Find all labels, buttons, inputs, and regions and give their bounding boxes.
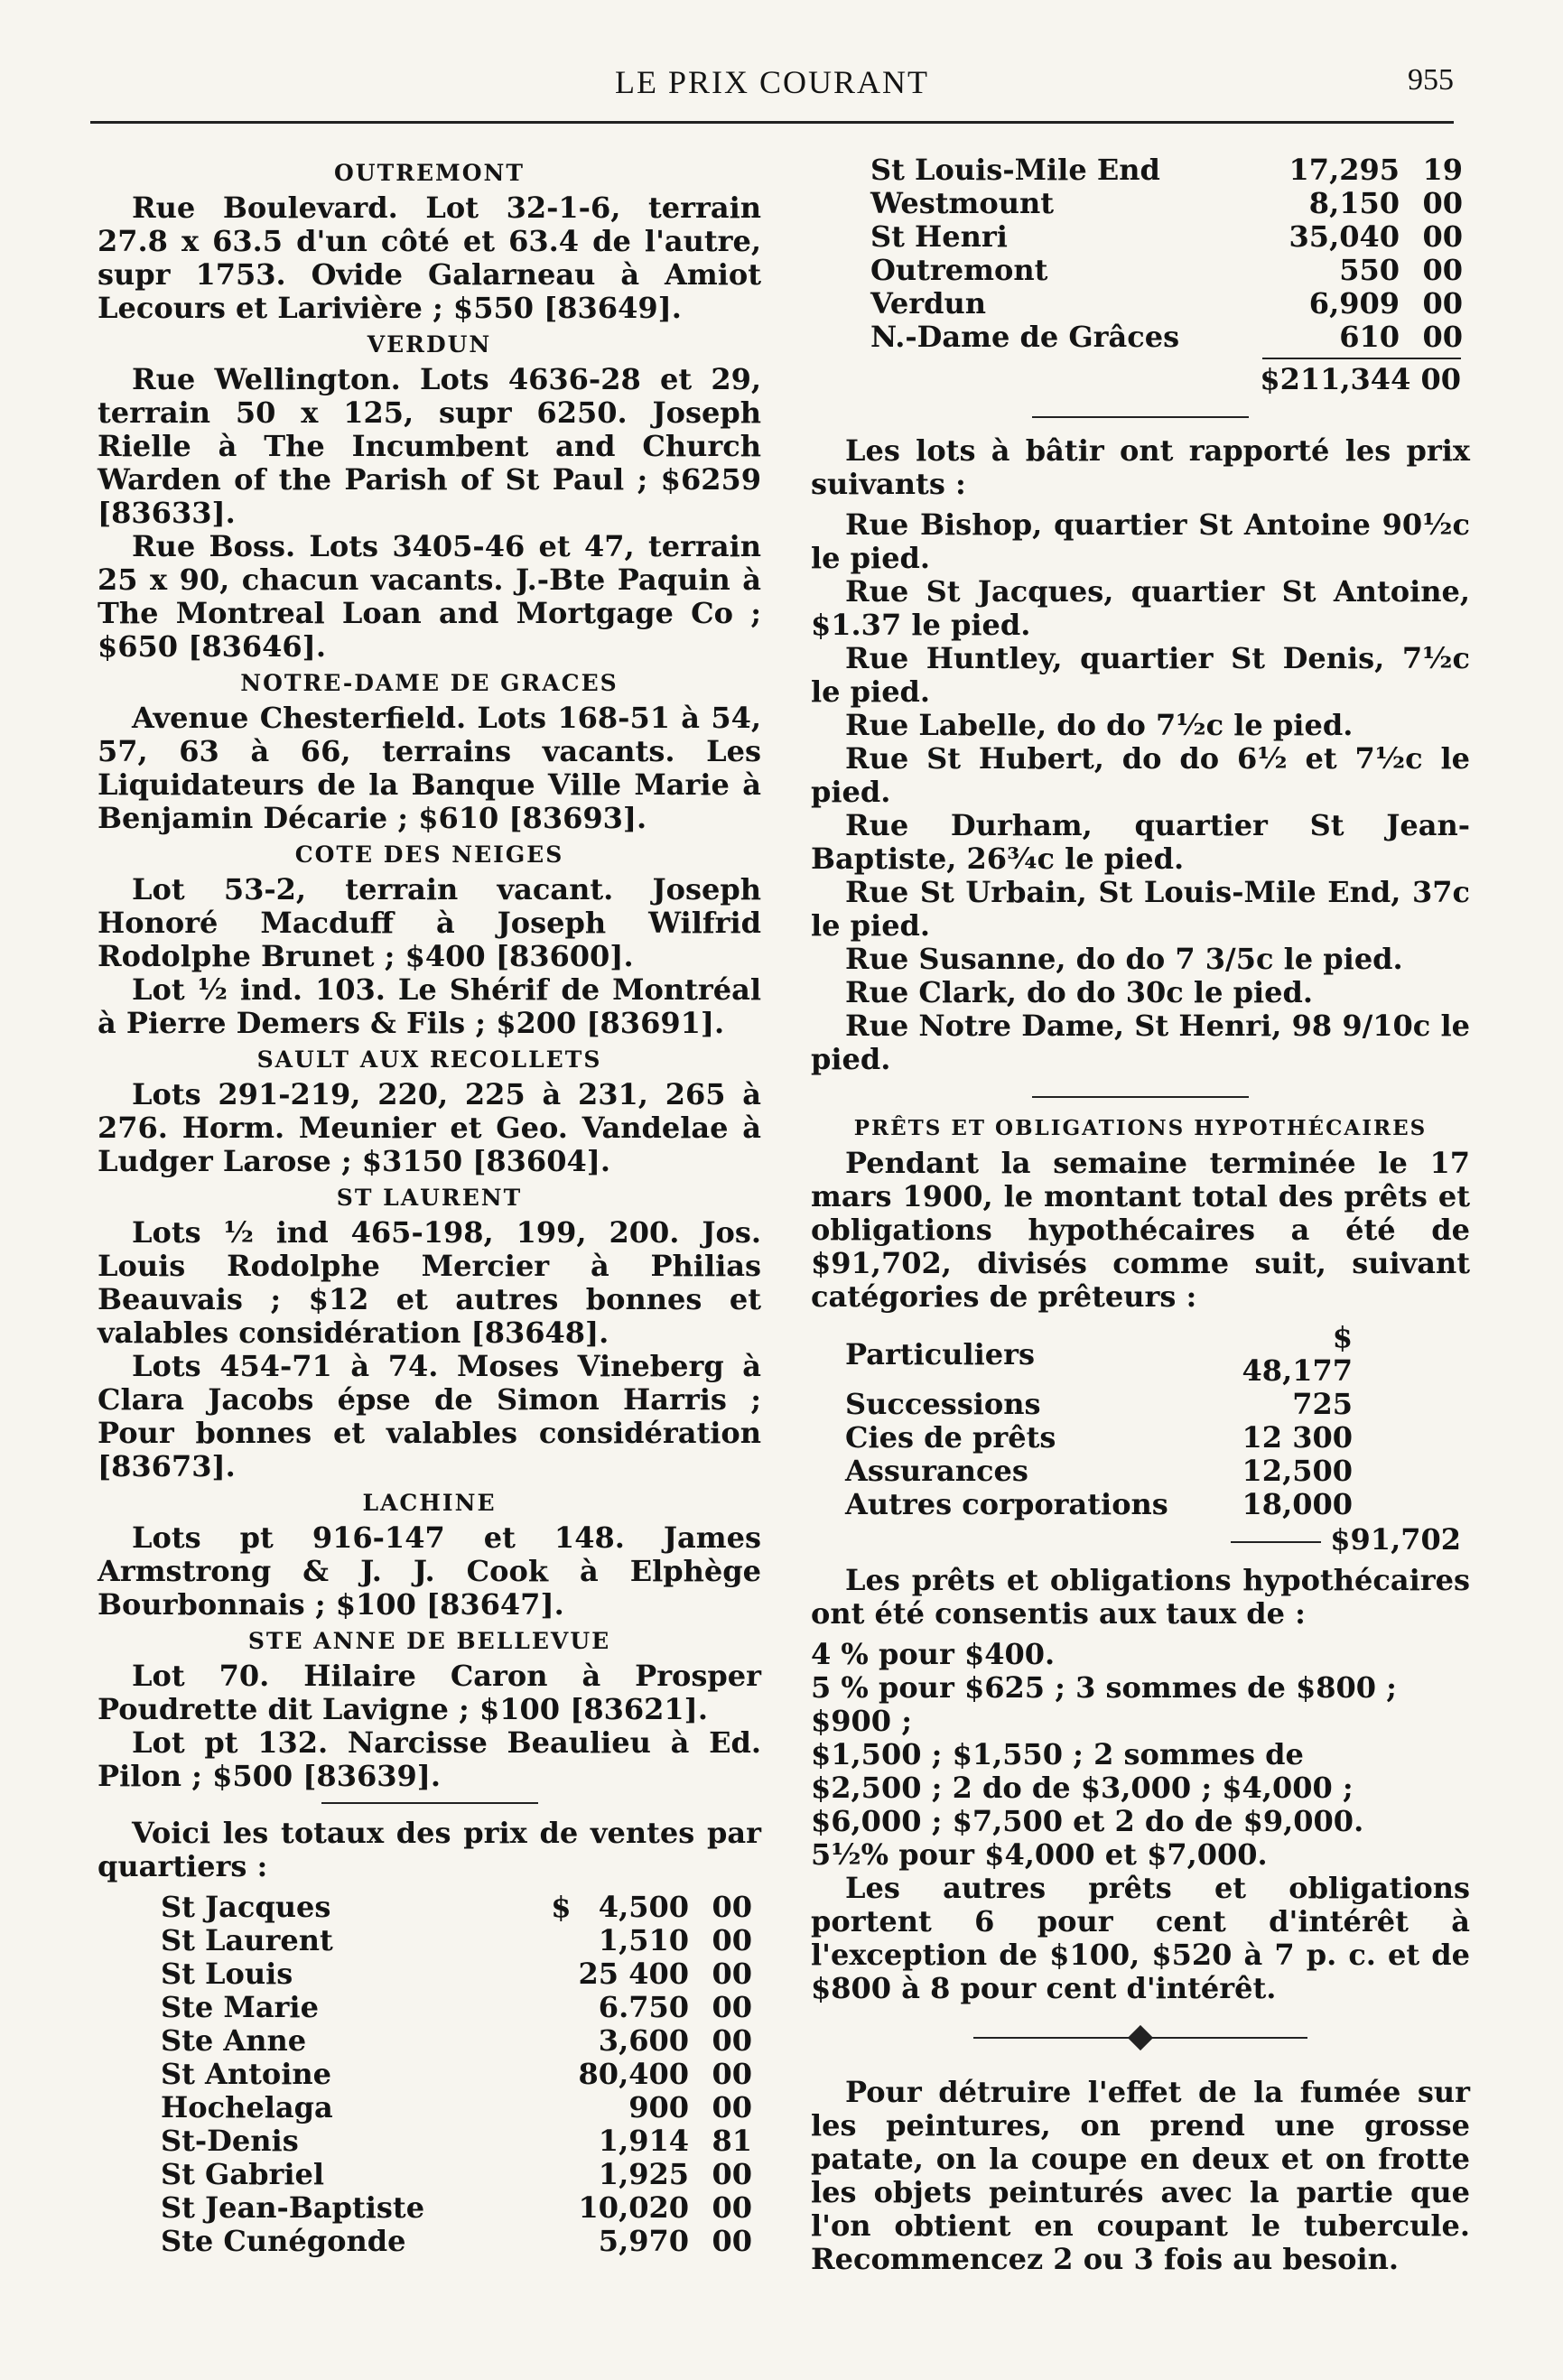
totals-table — [98, 1891, 761, 2258]
header-rule — [90, 121, 1454, 124]
page-header — [90, 63, 1454, 126]
currency-sign: $ — [551, 1890, 572, 1924]
district-name: N.-Dame de Grâces — [870, 320, 1180, 354]
section-title: ST LAURENT — [336, 1185, 523, 1211]
rate-5-5: 5½% pour $4,000 et $7,000. — [811, 1837, 1268, 1872]
district-name: Verdun — [870, 286, 987, 321]
table-row — [98, 2191, 761, 2225]
table-row — [98, 1991, 761, 2024]
table-row — [98, 2124, 761, 2158]
amount: 80,400 — [578, 2057, 689, 2091]
section-title: STE ANNE DE BELLEVUE — [247, 1628, 611, 1654]
spacer — [1353, 1455, 1470, 1488]
lot-price: Rue Labelle, do do 7½c le pied. — [845, 708, 1354, 742]
cents: 00 — [712, 2190, 752, 2225]
district-name: Outremont — [870, 253, 1048, 287]
currency-sign — [544, 2158, 579, 2191]
sum-rule — [1262, 358, 1461, 359]
cents: 00 — [712, 1890, 752, 1924]
sale-entry: Avenue Chesterfield. Lots 168-51 à 54, 57, 63 à 66, terrains vacants. Les Liquidateurs de la Banque Ville Marie à Benjamin Décarie ; $610 [83693]. — [98, 701, 761, 835]
table-row — [98, 2024, 761, 2058]
amount: 3,600 — [598, 2023, 689, 2058]
lot-price: Rue Durham, quartier St Jean-Baptiste, 26¾c le pied. — [811, 808, 1470, 876]
table-row — [811, 220, 1470, 254]
cents: 19 — [1422, 153, 1463, 187]
sale-entry: Rue Boss. Lots 3405-46 et 47, terrain 25 x 90, chacun vacants. J.-Bte Paquin à The Montreal Loan and Mortgage Co ; $650 [83646]. — [98, 529, 761, 664]
divider — [1032, 416, 1249, 418]
grand-total: $211,344 00 — [1260, 362, 1461, 396]
rates-intro: Les prêts et obligations hypothécaires ont été consentis aux taux de : — [811, 1563, 1470, 1631]
section-title: LACHINE — [362, 1490, 497, 1516]
section-title: NOTRE-DAME DE GRACES — [240, 670, 619, 696]
district-name: St Antoine — [161, 2057, 332, 2091]
lot-price: Rue Notre Dame, St Henri, 98 9/10c le pied. — [811, 1009, 1470, 1076]
district-name: St Gabriel — [161, 2157, 324, 2191]
loans-title: PRÊTS ET OBLIGATIONS HYPOTHÉCAIRES — [853, 1116, 1428, 1140]
district-name: St Louis-Mile End — [870, 153, 1160, 187]
lots-intro: Les lots à bâtir ont rapporté les prix suivants : — [811, 433, 1470, 501]
rate-5-line: $1,500 ; $1,550 ; 2 sommes de — [811, 1737, 1304, 1771]
table-row — [98, 2158, 761, 2191]
district-name: Ste Anne — [161, 2023, 307, 2058]
lender-category: Cies de prêts — [845, 1420, 1056, 1455]
lot-price: Rue St Jacques, quartier St Antoine, $1.37 le pied. — [811, 574, 1470, 642]
sale-entry: Lot 53-2, terrain vacant. Joseph Honoré Macduff à Joseph Wilfrid Rodolphe Brunet ; $400 [83600]. — [98, 872, 761, 973]
cents: 00 — [1422, 320, 1463, 354]
spacer — [1353, 1388, 1470, 1421]
ornament-divider — [811, 2027, 1470, 2049]
cents: 81 — [712, 2124, 752, 2158]
section-title: COTE DES NEIGES — [294, 841, 564, 868]
cents: 00 — [712, 2224, 752, 2258]
spacer — [1353, 1488, 1470, 1521]
lot-price: Rue Clark, do do 30c le pied. — [845, 975, 1313, 1009]
district-name: St Jean-Baptiste — [161, 2190, 425, 2225]
sale-entry: Lot pt 132. Narcisse Beaulieu à Ed. Pilon ; $500 [83639]. — [98, 1725, 761, 1793]
district-name: Westmount — [870, 186, 1054, 220]
cents: 00 — [1422, 186, 1463, 220]
table-row — [98, 2091, 761, 2124]
totals-intro: Voici les totaux des prix de ventes par quartiers : — [98, 1816, 761, 1883]
sale-entry: Lot ½ ind. 103. Le Shérif de Montréal à Pierre Demers & Fils ; $200 [83691]. — [98, 972, 761, 1040]
cents: 00 — [712, 2090, 752, 2124]
amount: 35,040 — [1289, 219, 1400, 254]
district-name: St Henri — [870, 219, 1008, 254]
cents: 00 — [712, 1990, 752, 2024]
cents: 00 — [712, 1957, 752, 1991]
table-row — [811, 321, 1470, 354]
currency-sign — [544, 2024, 579, 2058]
amount: 550 — [1339, 253, 1400, 287]
currency-sign — [544, 2124, 579, 2158]
amount: 5,970 — [598, 2224, 689, 2258]
sales-sections — [98, 159, 761, 1793]
table-row — [811, 1488, 1470, 1521]
district-name: Hochelaga — [161, 2090, 333, 2124]
divider — [321, 1802, 538, 1804]
lender-category: Assurances — [845, 1454, 1028, 1488]
section-title: VERDUN — [367, 331, 492, 358]
currency-sign — [544, 2191, 579, 2225]
sale-entry: Lots 454-71 à 74. Moses Vineberg à Clara Jacobs épse de Simon Harris ; Pour bonnes et valables considération [83673]. — [98, 1349, 761, 1483]
currency-sign — [544, 1924, 579, 1957]
right-column — [811, 153, 1470, 2283]
amount: 610 — [1339, 320, 1400, 354]
lenders-total — [811, 1523, 1470, 1557]
amount: 10,020 — [578, 2190, 689, 2225]
table-row — [811, 153, 1470, 187]
lenders-total-value: $91,702 — [1330, 1522, 1461, 1557]
rate-4: 4 % pour $400. — [811, 1637, 1056, 1671]
lender-category: Particuliers — [845, 1336, 1036, 1371]
cents: 00 — [1422, 286, 1463, 321]
cents: 00 — [1422, 219, 1463, 254]
lot-price: Rue St Hubert, do do 6½ et 7½c le pied. — [811, 741, 1470, 809]
district-name: Ste Marie — [161, 1990, 319, 2024]
sale-entry: Lot 70. Hilaire Caron à Prosper Poudrette dit Lavigne ; $100 [83621]. — [98, 1659, 761, 1726]
totals-continued-table — [811, 153, 1470, 354]
smoke-tip: Pour détruire l'effet de la fumée sur les peintures, on prend une grosse patate, on la coupe en deux et on frotte les objets peinturés avec la partie que l'on obtient en coupant le tubercule. Recommencez 2 ou 3 fois au besoin. — [811, 2075, 1470, 2276]
table-row — [811, 1388, 1470, 1421]
currency-sign — [544, 1991, 579, 2024]
amount: 17,295 — [1289, 153, 1400, 187]
table-row — [98, 1957, 761, 1991]
sale-entry: Lots ½ ind 465-198, 199, 200. Jos. Louis Rodolphe Mercier à Philias Beauvais ; $12 et autres bonnes et valables considération [83648]. — [98, 1215, 761, 1350]
amount: 18,000 — [1242, 1487, 1353, 1521]
table-row — [811, 287, 1470, 321]
diamond-icon — [1128, 2025, 1153, 2050]
district-name: St Laurent — [161, 1923, 333, 1957]
section-title: OUTREMONT — [334, 160, 525, 186]
table-row — [98, 1924, 761, 1957]
amount: 1,925 — [598, 2157, 689, 2191]
lot-price: Rue St Urbain, St Louis-Mile End, 37c le pied. — [811, 875, 1470, 943]
sale-entry: Rue Boulevard. Lot 32-1-6, terrain 27.8 x 63.5 d'un côté et 63.4 de l'autre, supr 1753. Ovide Galarneau à Amiot Lecours et Larivière ; $550 [83649]. — [98, 191, 761, 325]
cents: 00 — [1422, 253, 1463, 287]
sale-entry: Lots pt 916-147 et 148. James Armstrong & J. J. Cook à Elphège Bourbonnais ; $100 [83647]. — [98, 1520, 761, 1622]
divider — [1032, 1096, 1249, 1098]
cents: 00 — [712, 1923, 752, 1957]
currency-sign — [544, 2225, 579, 2258]
currency-sign — [544, 2091, 579, 2124]
amount: 725 — [1292, 1387, 1353, 1421]
amount: 1,510 — [598, 1923, 689, 1957]
district-name: Ste Cunégonde — [161, 2224, 406, 2258]
amount: $ 48,177 — [1242, 1320, 1353, 1388]
section-title: SAULT AUX RECOLLETS — [256, 1046, 602, 1073]
sale-entry: Lots 291-219, 220, 225 à 231, 265 à 276. Horm. Meunier et Geo. Vandelae à Ludger Larose ; $3150 [83604]. — [98, 1077, 761, 1178]
currency-sign — [544, 2058, 579, 2091]
spacer — [1353, 1321, 1470, 1388]
lender-category: Autres corporations — [845, 1487, 1168, 1521]
table-row — [811, 1421, 1470, 1455]
loans-intro: Pendant la semaine terminée le 17 mars 1900, le montant total des prêts et obligations hypothécaires a été de $91,702, divisés comme suit, suivant catégories de prêteurs : — [811, 1146, 1470, 1314]
amount: 1,914 — [598, 2124, 689, 2158]
table-row — [811, 187, 1470, 220]
table-row — [98, 2058, 761, 2091]
amount: 12 300 — [1242, 1420, 1353, 1455]
currency-sign — [544, 1957, 579, 1991]
sale-entry: Rue Wellington. Lots 4636-28 et 29, terrain 50 x 125, supr 6250. Joseph Rielle à The Incumbent and Church Warden of the Parish of St Paul ; $6259 [83633]. — [98, 362, 761, 530]
left-column — [98, 153, 761, 2258]
lot-price: Rue Bishop, quartier St Antoine 90½c le pied. — [811, 507, 1470, 575]
table-row — [98, 1891, 761, 1924]
cents: 00 — [712, 2157, 752, 2191]
amount: 25 400 — [578, 1957, 689, 1991]
lot-price: Rue Susanne, do do 7 3/5c le pied. — [845, 942, 1403, 976]
rate-5-line: $2,500 ; 2 do de $3,000 ; $4,000 ; — [811, 1771, 1354, 1805]
lots-list — [811, 508, 1470, 1076]
amount: 6,909 — [1308, 286, 1400, 321]
rate-5-line: $6,000 ; $7,500 et 2 do de $9,000. — [811, 1804, 1364, 1838]
table-row — [811, 254, 1470, 287]
amount: 6.750 — [598, 1990, 689, 2024]
lender-category: Successions — [845, 1387, 1041, 1421]
spacer — [1353, 1421, 1470, 1455]
journal-title: LE PRIX COURANT — [614, 64, 929, 100]
amount: 900 — [628, 2090, 689, 2124]
table-row — [811, 1455, 1470, 1488]
cents: 00 — [712, 2057, 752, 2091]
district-name: St-Denis — [161, 2124, 299, 2158]
district-name: St Jacques — [161, 1890, 331, 1924]
amount: 12,500 — [1242, 1454, 1353, 1488]
cents: 00 — [712, 2023, 752, 2058]
rate-5: 5 % pour $625 ; 3 sommes de $800 ; $900 ; — [811, 1670, 1397, 1738]
amount: 8,150 — [1308, 186, 1400, 220]
rates-other: Les autres prêts et obligations portent 6 pour cent d'intérêt à l'exception de $100, $520 à 7 p. c. et de $800 à 8 pour cent d'intérêt. — [811, 1871, 1470, 2005]
lenders-table — [811, 1321, 1470, 1521]
page-number: 955 — [1408, 63, 1454, 97]
lot-price: Rue Huntley, quartier St Denis, 7½c le pied. — [811, 641, 1470, 709]
table-row — [811, 1321, 1470, 1388]
table-row — [98, 2225, 761, 2258]
district-name: St Louis — [161, 1957, 293, 1991]
amount: 4,500 — [598, 1890, 689, 1924]
